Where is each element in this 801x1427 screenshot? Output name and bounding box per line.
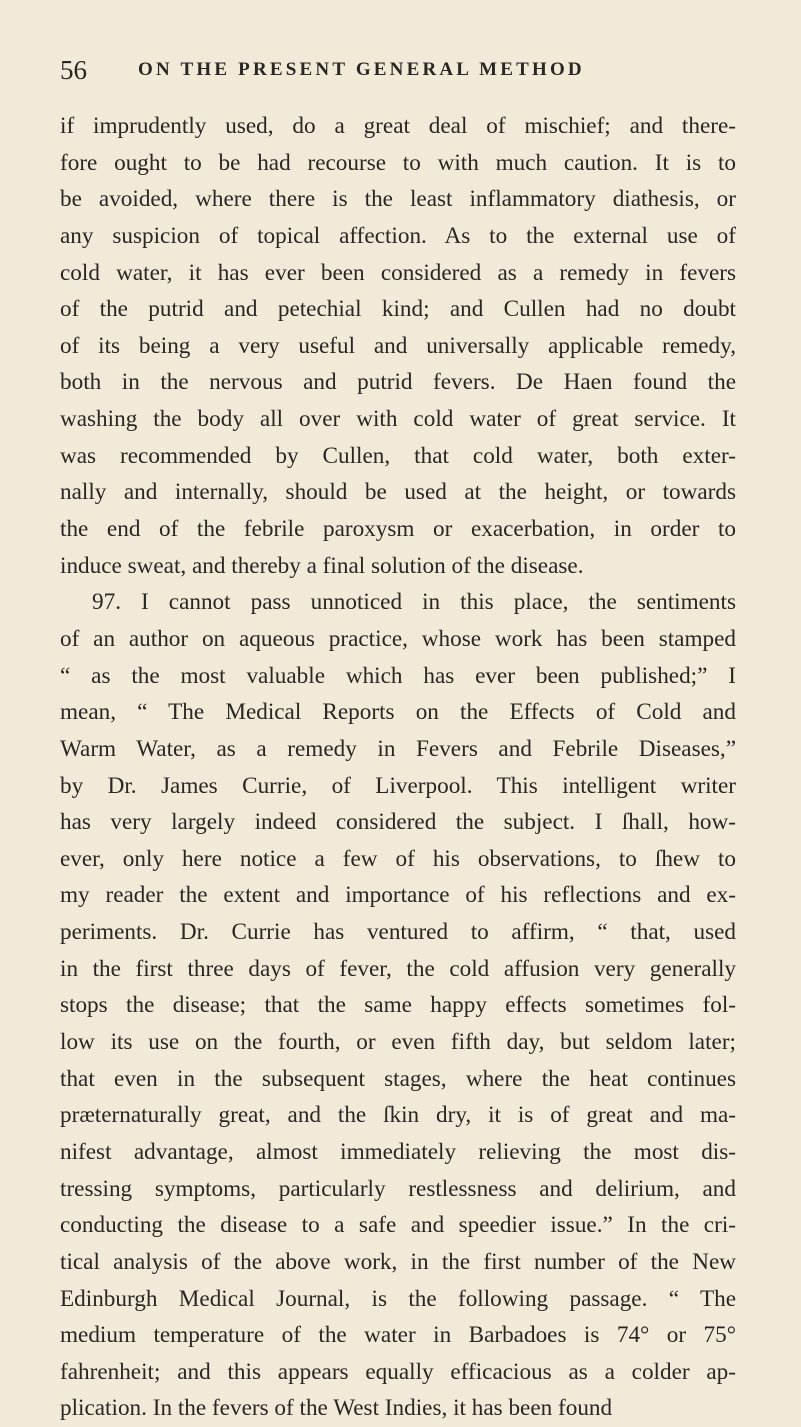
running-head: ON THE PRESENT GENERAL METHOD [138, 59, 585, 80]
text-line: cold water, it has ever been considered as a remedy in fevers [60, 259, 736, 286]
text-line: conducting the disease to a safe and speedier issue.” In the cri- [60, 1212, 736, 1239]
body-text [60, 108, 736, 1427]
text-line: præternaturally great, and the ſkin dry, it is of great and ma- [60, 1102, 736, 1129]
text-line: was recommended by Cullen, that cold water, both exter- [60, 442, 736, 469]
text-line: in the first three days of fever, the cold affusion very generally [60, 955, 736, 982]
text-line: mean, “ The Medical Reports on the Effects of Cold and [60, 699, 736, 726]
text-line: of the putrid and petechial kind; and Cullen had no doubt [60, 296, 736, 323]
text-line: has very largely indeed considered the subject. I ſhall, how- [60, 809, 736, 836]
text-line: Edinburgh Medical Journal, is the following passage. “ The [60, 1285, 736, 1312]
page-number: 56 [60, 55, 87, 85]
text-line: induce sweat, and thereby a final solution of the disease. [60, 552, 584, 579]
text-line: ever, only here notice a few of his observations, to ſhew to [60, 845, 736, 872]
text-line: be avoided, where there is the least inflammatory diathesis, or [60, 186, 736, 213]
text-line: tical analysis of the above work, in the first number of the New [60, 1248, 736, 1275]
text-line: plication. In the fevers of the West Indies, it has been found [60, 1395, 613, 1422]
text-line: stops the disease; that the same happy effects sometimes fol- [60, 992, 736, 1019]
text-line: by Dr. James Currie, of Liverpool. This intelligent writer [60, 772, 736, 799]
paragraph-start-line: 97. I cannot pass unnoticed in this place, the sentiments [92, 589, 736, 616]
text-line: fore ought to be had recourse to with much caution. It is to [60, 149, 736, 176]
text-line: medium temperature of the water in Barbadoes is 74° or 75° [60, 1322, 736, 1349]
text-line: that even in the subsequent stages, where the heat continues [60, 1065, 736, 1092]
text-line: any suspicion of topical affection. As to the external use of [60, 222, 736, 249]
text-line: both in the nervous and putrid fevers. De Haen found the [60, 369, 736, 396]
text-line: Warm Water, as a remedy in Fevers and Febrile Diseases,” [60, 735, 736, 762]
text-line: my reader the extent and importance of his reflections and ex- [60, 882, 736, 909]
text-line: of its being a very useful and universally applicable remedy, [60, 332, 736, 359]
text-line: the end of the febrile paroxysm or exacerbation, in order to [60, 516, 736, 543]
text-line: periments. Dr. Currie has ventured to affirm, “ that, used [60, 919, 736, 946]
text-line: “ as the most valuable which has ever been published;” I [60, 662, 736, 689]
text-line: if imprudently used, do a great deal of mischief; and there- [60, 113, 736, 139]
text-line: tressing symptoms, particularly restlessness and delirium, and [60, 1175, 736, 1202]
text-line: nally and internally, should be used at the height, or towards [60, 479, 736, 506]
text-line: fahrenheit; and this appears equally efficacious as a colder ap- [60, 1358, 736, 1385]
text-line: of an author on aqueous practice, whose work has been stamped [60, 625, 736, 652]
text-line: nifest advantage, almost immediately relieving the most dis- [60, 1138, 736, 1165]
text-line: low its use on the fourth, or even fifth day, but seldom later; [60, 1029, 736, 1056]
text-line: washing the body all over with cold water of great service. It [60, 406, 736, 433]
page-header [60, 55, 760, 95]
